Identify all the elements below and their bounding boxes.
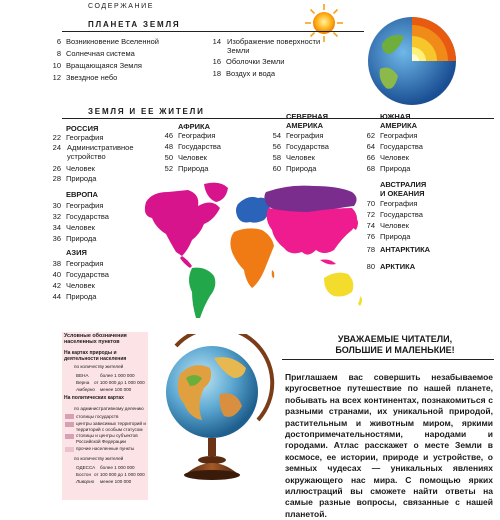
region-title-africa: АФРИКА xyxy=(178,122,211,131)
continent-europe xyxy=(236,197,270,223)
section-title-earth: ЗЕМЛЯ И ЕЕ ЖИТЕЛИ xyxy=(88,107,205,116)
toc-item[interactable]: 14 Изображение поверхности Земли xyxy=(212,37,321,55)
toc-item[interactable]: 60 Природа xyxy=(272,164,317,173)
toc-item[interactable]: 74 Человек xyxy=(366,221,409,230)
legend-swatch xyxy=(65,447,74,452)
legend-value: более 1 000 000 xyxy=(100,465,135,470)
toc-item[interactable]: 70 География xyxy=(366,199,418,208)
legend-label: по административному делению xyxy=(74,406,144,411)
region-title-north-america: СЕВЕРНАЯ АМЕРИКА xyxy=(286,112,329,130)
continent-australia xyxy=(324,273,353,297)
legend-swatch xyxy=(65,414,74,419)
legend-nature-head: На картах природы и деятельности населения xyxy=(64,350,127,362)
continent-north-america xyxy=(145,190,220,256)
new-zealand xyxy=(358,296,362,306)
toc-item[interactable]: 66 Человек xyxy=(366,153,409,162)
toc-item[interactable]: 18 Воздух и вода xyxy=(212,69,276,78)
legend-title: Условные обозначения населенных пунктов xyxy=(64,333,127,346)
greeting-rule xyxy=(282,359,494,360)
region-title-russia: РОССИЯ xyxy=(66,124,99,133)
toc-item[interactable]: 64 Государства xyxy=(366,142,423,151)
toc-item[interactable]: 68 Природа xyxy=(366,164,411,173)
contents-title: СОДЕРЖАНИЕ xyxy=(88,3,155,10)
legend-label: прочие населенные пункты xyxy=(76,446,135,451)
legend-city: Бостон xyxy=(76,472,92,477)
region-title-south-america: ЮЖНАЯ АМЕРИКА xyxy=(380,112,418,130)
legend-city: Амберно xyxy=(76,387,95,392)
toc-item[interactable]: 12 Звездное небо xyxy=(52,73,118,82)
toc-item[interactable]: 26 Человек xyxy=(52,164,95,173)
toc-item-antarctica[interactable]: 78 АНТАРКТИКА xyxy=(366,245,431,254)
intro-paragraph: Приглашаем вас совершить незабываемое кругосветное путешествие по нашей планете, побывать на всех континентах, познакомиться с разными странами, их уникальной природой, растительным и животным миром, яркими достопримечательностями, народами и городами. Атлас расскажет о месте Земли в космосе, ее истории, природе и устройстве, о земных чудесах — уникальных явлениях окружающего нас мира. С помощью ярких иллюстраций вы сможете найти ответы на самые разные вопросы, связанные с нашей планетой. xyxy=(285,372,493,519)
legend-label: по количеству жителей xyxy=(74,456,124,461)
legend-city: ОДЕССА xyxy=(76,465,96,470)
legend-label: центры зависимых территорий и территорий с особым статусом xyxy=(76,421,146,432)
toc-item[interactable]: 6 Возникновение Вселенной xyxy=(56,37,159,46)
region-title-asia: АЗИЯ xyxy=(66,248,87,257)
legend-swatch xyxy=(65,422,74,427)
legend-city: Верна xyxy=(76,380,90,385)
toc-item[interactable]: 22 География xyxy=(52,133,104,142)
toc-item[interactable]: 62 География xyxy=(366,131,418,140)
toc-item[interactable]: 40 Государства xyxy=(52,270,109,279)
madagascar xyxy=(272,270,275,278)
region-title-europe: ЕВРОПА xyxy=(66,190,98,199)
world-map xyxy=(138,178,370,324)
continent-south-america xyxy=(189,268,215,318)
legend-value: более 1 000 000 xyxy=(100,373,135,378)
toc-item[interactable]: 50 Человек xyxy=(164,153,207,162)
continent-africa xyxy=(230,228,274,288)
legend-label: столицы и центры субъектов Российской Федерации xyxy=(76,433,138,444)
legend-label: столицы государств xyxy=(76,414,119,419)
toc-item[interactable]: 28 Природа xyxy=(52,174,97,183)
legend-political-head: На политических картах xyxy=(64,395,124,401)
toc-item[interactable]: 44 Природа xyxy=(52,292,97,301)
region-title-australia: АВСТРАЛИЯ И ОКЕАНИЯ xyxy=(380,180,427,198)
earth-cutaway-globe-icon xyxy=(360,14,500,109)
toc-item[interactable]: 36 Природа xyxy=(52,234,97,243)
legend-city: Ливорно xyxy=(76,479,95,484)
southeast-asia-islands xyxy=(320,260,336,265)
toc-item[interactable]: 30 География xyxy=(52,201,104,210)
toc-item[interactable]: 52 Природа xyxy=(164,164,209,173)
section-rule xyxy=(62,31,364,32)
greenland xyxy=(204,183,228,202)
toc-item[interactable]: 42 Человек xyxy=(52,281,95,290)
toc-item[interactable]: 16 Оболочки Земли xyxy=(212,57,285,66)
continent-asia xyxy=(267,208,357,255)
toc-item[interactable]: 8 Солнечная система xyxy=(56,49,135,58)
legend-label: по количеству жителей xyxy=(74,364,124,369)
section-title-planet: ПЛАНЕТА ЗЕМЛЯ xyxy=(88,20,181,29)
toc-item[interactable]: 38 География xyxy=(52,259,104,268)
legend-value: менее 100 000 xyxy=(100,479,132,484)
legend-city: ВЕНА xyxy=(76,373,89,378)
toc-item[interactable]: 54 География xyxy=(272,131,324,140)
section-rule xyxy=(62,118,494,119)
legend-value: менее 100 000 xyxy=(100,387,132,392)
toc-item[interactable]: 56 Государства xyxy=(272,142,329,151)
toc-item[interactable]: 46 География xyxy=(164,131,216,140)
toc-item[interactable]: 24 Административное устройство xyxy=(52,143,134,161)
toc-item[interactable]: 32 Государства xyxy=(52,212,109,221)
toc-item-arctic[interactable]: 80 АРКТИКА xyxy=(366,262,416,271)
toc-item[interactable]: 58 Человек xyxy=(272,153,315,162)
toc-item[interactable]: 48 Государства xyxy=(164,142,221,151)
toc-item[interactable]: 34 Человек xyxy=(52,223,95,232)
legend-swatch xyxy=(65,434,74,439)
legend-value: от 100 000 до 1 000 000 xyxy=(94,472,145,477)
desk-globe-icon xyxy=(150,334,280,484)
toc-item[interactable]: 10 Вращающаяся Земля xyxy=(52,61,142,70)
legend-value: от 100 000 до 1 000 000 xyxy=(94,380,145,385)
greeting-heading: УВАЖАЕМЫЕ ЧИТАТЕЛИ, БОЛЬШИЕ И МАЛЕНЬКИЕ! xyxy=(335,334,455,355)
toc-item[interactable]: 72 Государства xyxy=(366,210,423,219)
toc-item[interactable]: 76 Природа xyxy=(366,232,411,241)
continent-central-america xyxy=(180,256,192,268)
